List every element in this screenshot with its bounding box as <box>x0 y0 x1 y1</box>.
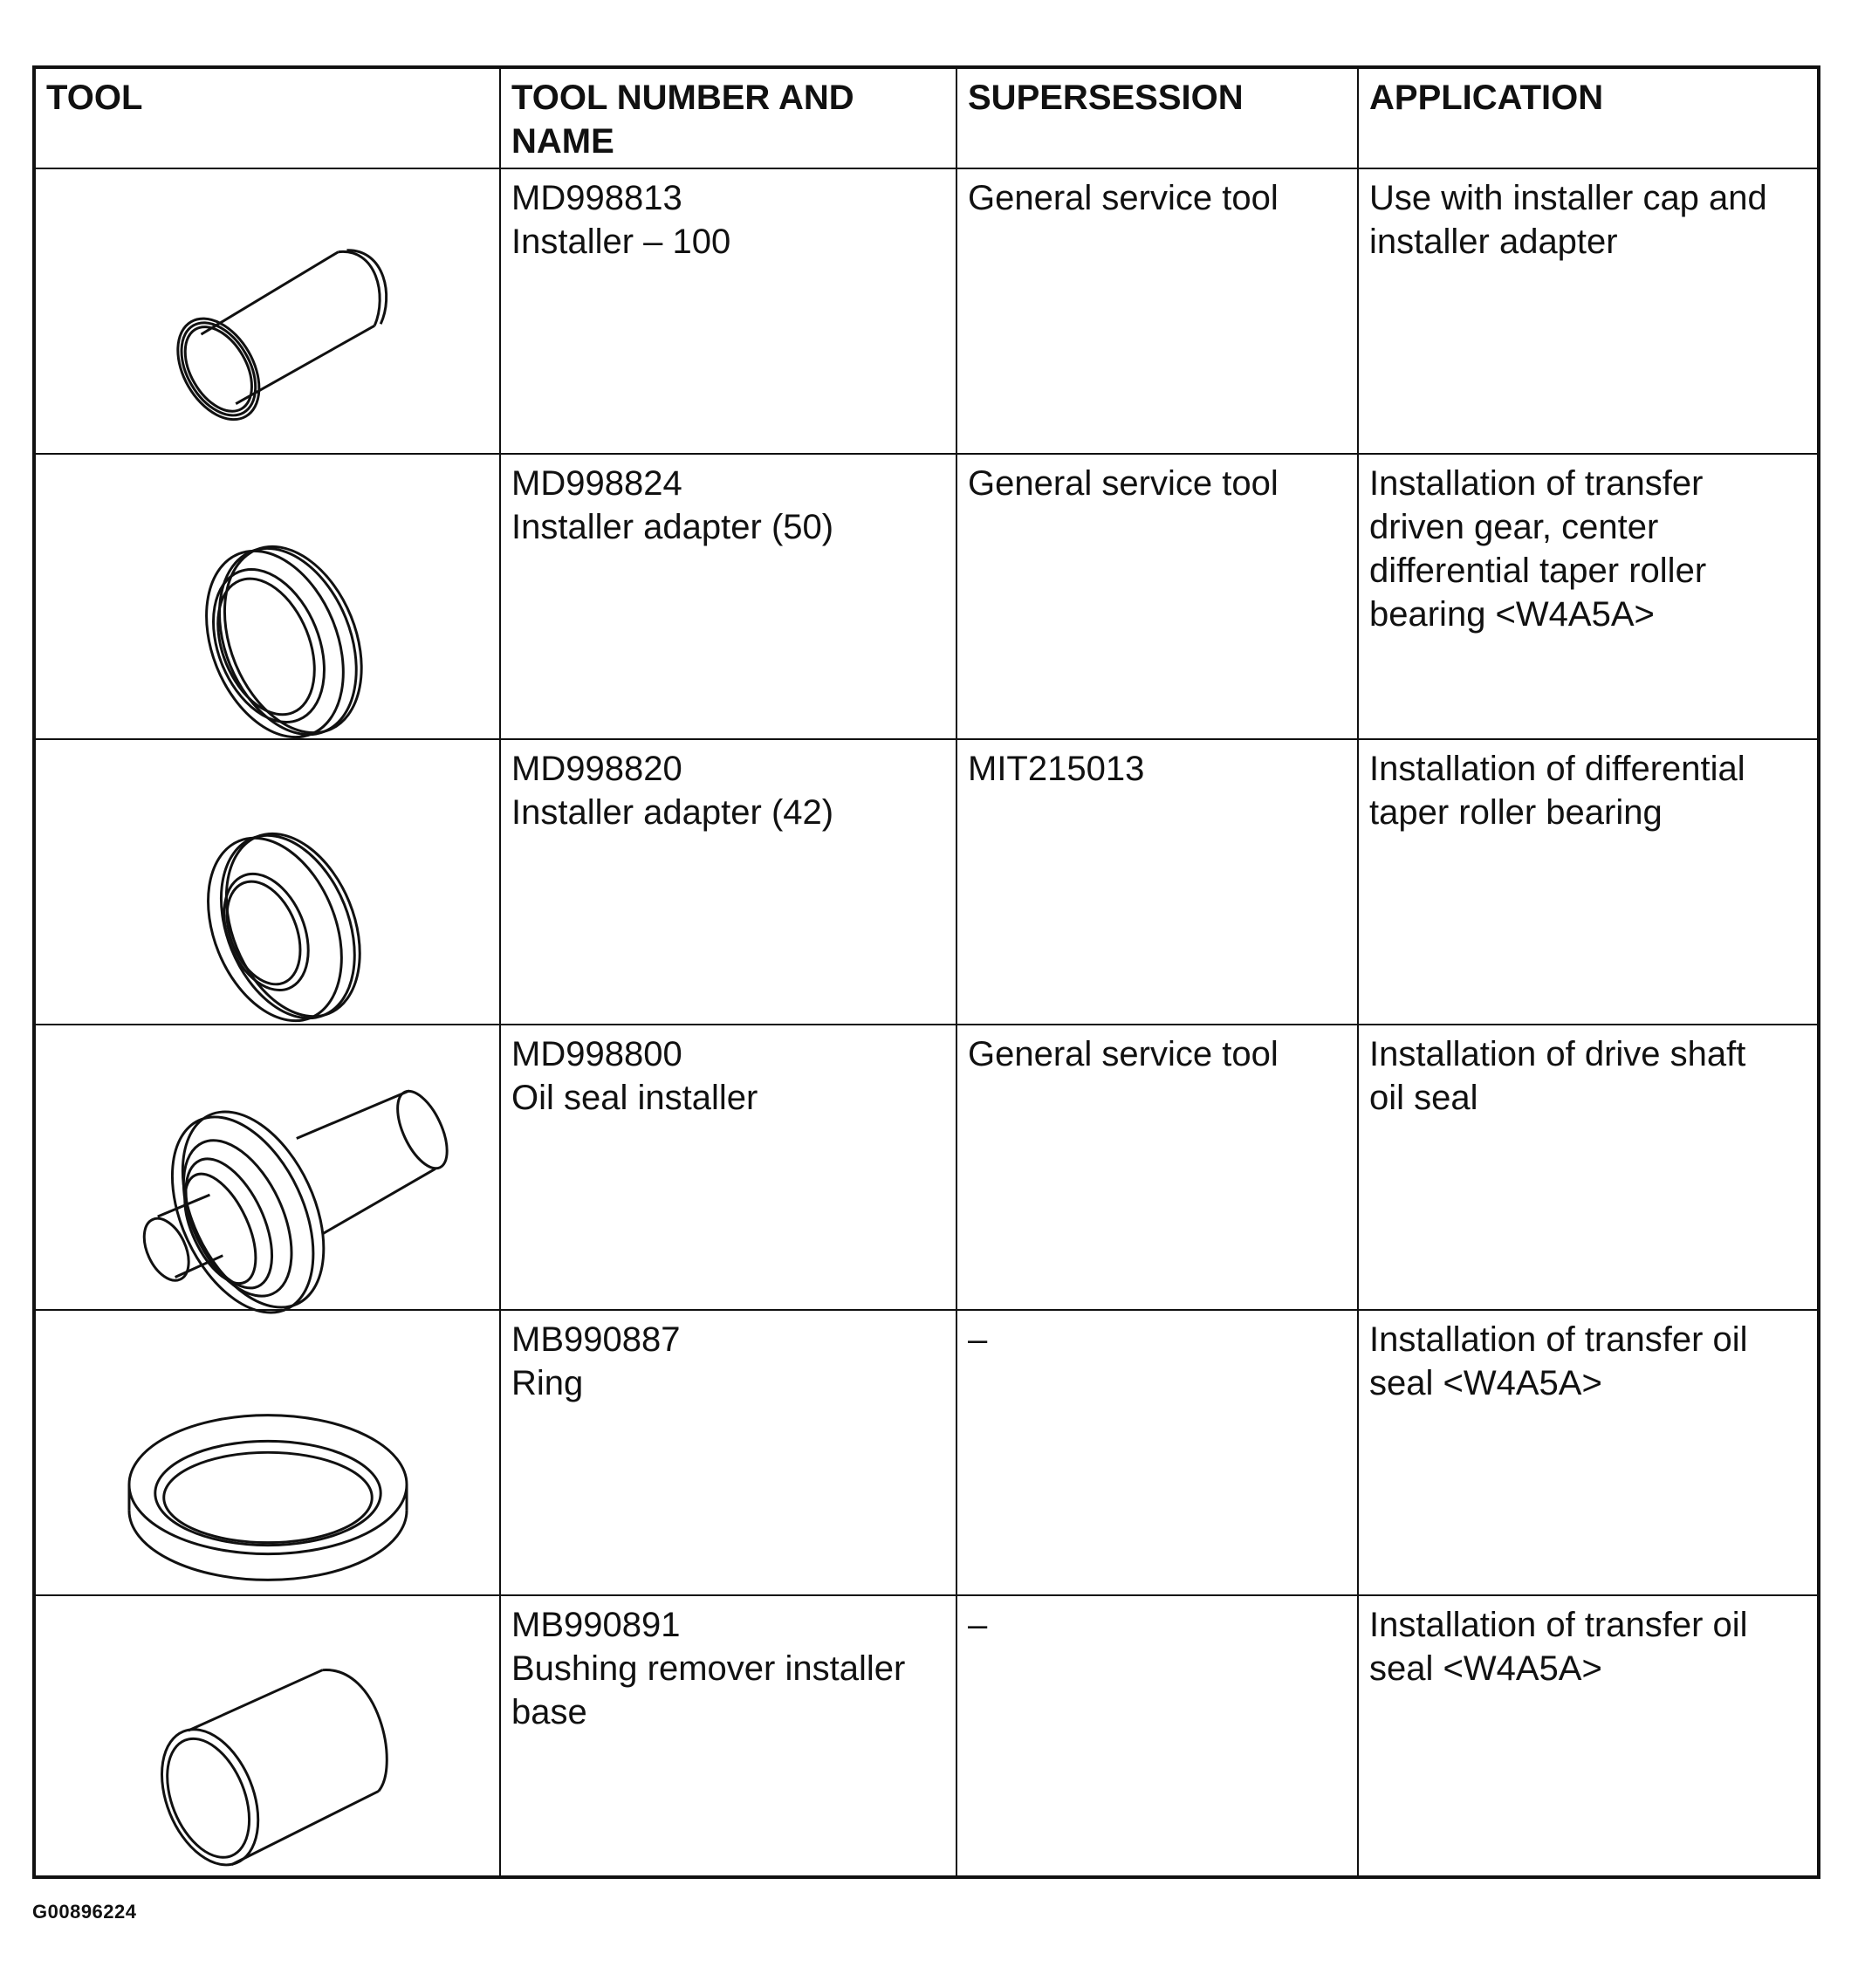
application-cell: Installation of differential taper roller bearing <box>1369 750 1745 832</box>
tool-name: Installer – 100 <box>511 223 731 261</box>
application-cell: Installation of transfer driven gear, center differential taper roller bearing <W4A5A> <box>1369 464 1707 634</box>
table-row <box>36 1596 1817 1879</box>
supersession-cell: – <box>957 1311 1359 1594</box>
tool-number: MB990887 <box>511 1320 681 1359</box>
tool-number: MB990891 <box>511 1606 681 1644</box>
table-row <box>36 169 1817 455</box>
application-cell: Installation of transfer oil seal <W4A5A> <box>1369 1320 1748 1402</box>
tool-number: MD998813 <box>511 179 682 217</box>
bushing-base-cylinder-icon <box>36 1596 499 1879</box>
header-tool-number-and-name: TOOL NUMBER AND NAME <box>501 69 957 168</box>
table-row <box>36 1311 1817 1596</box>
oil-seal-installer-icon <box>36 1025 499 1309</box>
application-cell: Installation of transfer oil seal <W4A5A> <box>1369 1606 1748 1688</box>
application-cell: Installation of drive shaft oil seal <box>1369 1035 1746 1117</box>
tool-image-cell <box>36 740 501 1024</box>
tool-name: Ring <box>511 1364 584 1402</box>
table-row <box>36 455 1817 740</box>
supersession-cell: General service tool <box>957 169 1359 453</box>
supersession-cell: General service tool <box>957 1025 1359 1309</box>
supersession-cell: General service tool <box>957 455 1359 738</box>
tool-number: MD998800 <box>511 1035 682 1073</box>
installer-adapter-ring-icon <box>36 455 499 738</box>
tool-number: MD998824 <box>511 464 682 503</box>
table-header-row <box>36 69 1817 169</box>
special-tools-table <box>32 65 1820 1879</box>
tool-image-cell <box>36 169 501 453</box>
tool-number-name-cell <box>501 455 957 738</box>
header-tool: TOOL <box>36 69 501 168</box>
flat-ring-icon <box>36 1311 499 1594</box>
supersession-cell: MIT215013 <box>957 740 1359 1024</box>
tool-name: Installer adapter (50) <box>511 508 834 546</box>
tool-image-cell <box>36 455 501 738</box>
header-supersession: SUPERSESSION <box>957 69 1359 168</box>
installer-adapter-ring-icon <box>36 740 499 1024</box>
tool-number: MD998820 <box>511 750 682 788</box>
tool-number-name-cell <box>501 740 957 1024</box>
tool-number-name-cell <box>501 1596 957 1879</box>
supersession-cell: – <box>957 1596 1359 1879</box>
application-cell: Use with installer cap and installer adapter <box>1369 179 1767 261</box>
tool-image-cell <box>36 1596 501 1879</box>
tool-name: Installer adapter (42) <box>511 793 834 832</box>
tool-name: Oil seal installer <box>511 1079 758 1117</box>
figure-code: G00896224 <box>32 1901 137 1923</box>
table-row <box>36 740 1817 1025</box>
tool-number-name-cell <box>501 169 957 453</box>
tool-number-name-cell <box>501 1311 957 1594</box>
table-row <box>36 1025 1817 1311</box>
tool-image-cell <box>36 1311 501 1594</box>
tool-name: Bushing remover installer base <box>511 1649 906 1731</box>
tool-number-name-cell <box>501 1025 957 1309</box>
installer-cylinder-icon <box>36 169 499 453</box>
tool-image-cell <box>36 1025 501 1309</box>
header-application: APPLICATION <box>1369 79 1604 117</box>
